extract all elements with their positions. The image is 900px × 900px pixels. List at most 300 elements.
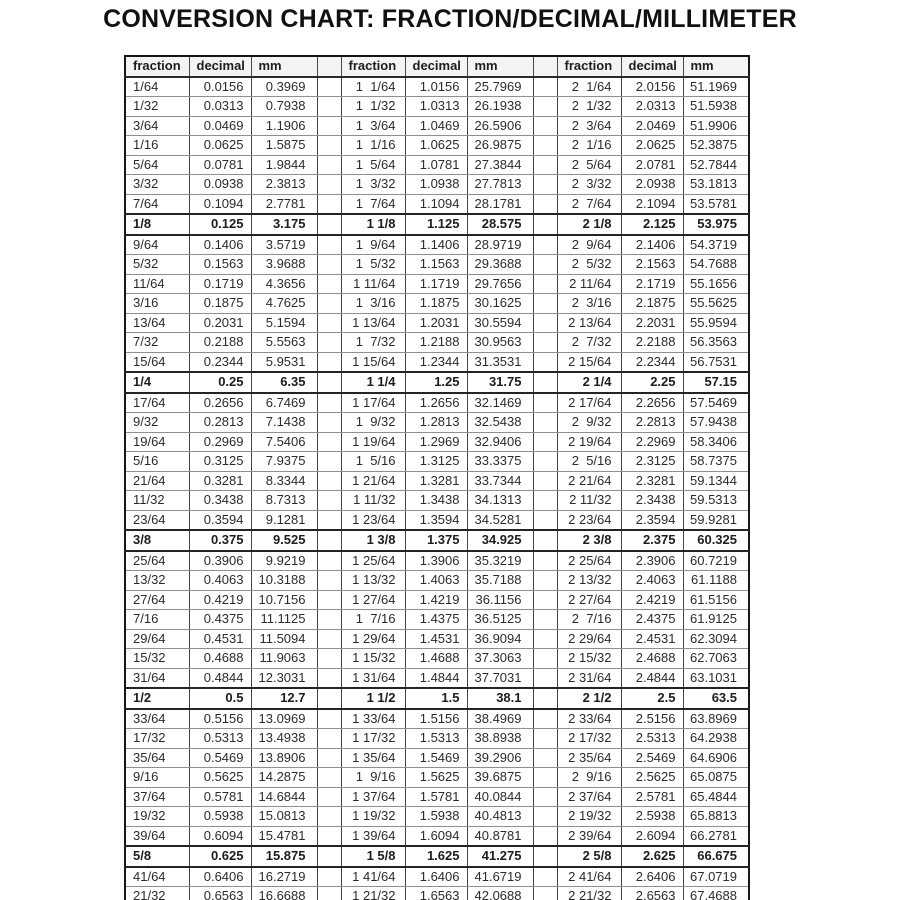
decimal-cell: 0.0469 [189, 116, 251, 136]
fraction-cell: 39/64 [125, 826, 189, 846]
col-header-mm: mm [467, 56, 533, 77]
decimal-cell: 1.1094 [405, 194, 467, 214]
mm-cell: 61.9125 [683, 610, 749, 630]
table-row [125, 768, 749, 788]
spacer-cell [317, 175, 341, 195]
mm-cell: 63.1031 [683, 668, 749, 688]
fraction-cell: 1 41/64 [341, 867, 405, 887]
decimal-cell: 2.0156 [621, 77, 683, 97]
fraction-cell: 3/32 [125, 175, 189, 195]
fraction-cell: 35/64 [125, 748, 189, 768]
fraction-cell: 2 3/32 [557, 175, 621, 195]
mm-cell: 40.4813 [467, 807, 533, 827]
fraction-cell: 15/32 [125, 649, 189, 669]
decimal-cell: 2.4063 [621, 571, 683, 591]
spacer-cell [533, 729, 557, 749]
decimal-cell: 1.4219 [405, 590, 467, 610]
table-row [125, 116, 749, 136]
spacer-cell [533, 846, 557, 867]
mm-cell: 58.7375 [683, 452, 749, 472]
decimal-cell: 0.2188 [189, 333, 251, 353]
decimal-cell: 2.3906 [621, 551, 683, 571]
mm-cell: 58.3406 [683, 432, 749, 452]
fraction-cell: 1 13/64 [341, 313, 405, 333]
spacer-cell [317, 432, 341, 452]
decimal-cell: 1.4375 [405, 610, 467, 630]
decimal-cell: 0.0625 [189, 136, 251, 156]
fraction-cell: 1 25/64 [341, 551, 405, 571]
fraction-cell: 2 15/32 [557, 649, 621, 669]
decimal-cell: 1.2188 [405, 333, 467, 353]
table-row [125, 432, 749, 452]
fraction-cell: 1 5/16 [341, 452, 405, 472]
mm-cell: 7.5406 [251, 432, 317, 452]
fraction-cell: 1 19/32 [341, 807, 405, 827]
spacer-cell [533, 510, 557, 530]
fraction-cell: 27/64 [125, 590, 189, 610]
decimal-cell: 0.625 [189, 846, 251, 867]
table-row-eighth [125, 214, 749, 235]
fraction-cell: 1 9/16 [341, 768, 405, 788]
spacer-cell [317, 235, 341, 255]
mm-cell: 53.5781 [683, 194, 749, 214]
table-row [125, 571, 749, 591]
mm-cell: 2.7781 [251, 194, 317, 214]
fraction-cell: 2 5/8 [557, 846, 621, 867]
mm-cell: 38.8938 [467, 729, 533, 749]
table-row [125, 155, 749, 175]
spacer-cell [317, 372, 341, 393]
mm-cell: 35.7188 [467, 571, 533, 591]
decimal-cell: 1.5625 [405, 768, 467, 788]
mm-cell: 32.5438 [467, 413, 533, 433]
fraction-cell: 1 17/64 [341, 393, 405, 413]
col-header-decimal: decimal [621, 56, 683, 77]
fraction-cell: 1/16 [125, 136, 189, 156]
mm-cell: 13.8906 [251, 748, 317, 768]
fraction-cell: 1 9/32 [341, 413, 405, 433]
table-row [125, 175, 749, 195]
table-row [125, 393, 749, 413]
spacer-cell [533, 235, 557, 255]
mm-cell: 13.0969 [251, 709, 317, 729]
mm-cell: 60.325 [683, 530, 749, 551]
fraction-cell: 2 5/16 [557, 452, 621, 472]
spacer-cell [317, 571, 341, 591]
fraction-cell: 2 19/32 [557, 807, 621, 827]
decimal-cell: 1.2813 [405, 413, 467, 433]
table-row [125, 510, 749, 530]
spacer-cell [317, 610, 341, 630]
decimal-cell: 2.4219 [621, 590, 683, 610]
fraction-cell: 3/64 [125, 116, 189, 136]
mm-cell: 52.7844 [683, 155, 749, 175]
mm-cell: 33.7344 [467, 471, 533, 491]
mm-cell: 3.9688 [251, 255, 317, 275]
fraction-cell: 1 23/64 [341, 510, 405, 530]
fraction-cell: 1 1/16 [341, 136, 405, 156]
spacer-cell [317, 333, 341, 353]
fraction-cell: 2 1/2 [557, 688, 621, 709]
mm-cell: 1.1906 [251, 116, 317, 136]
spacer-cell [533, 590, 557, 610]
spacer-cell [317, 255, 341, 275]
mm-cell: 25.7969 [467, 77, 533, 97]
spacer-cell [317, 787, 341, 807]
mm-cell: 59.1344 [683, 471, 749, 491]
mm-cell: 15.875 [251, 846, 317, 867]
spacer-cell [317, 116, 341, 136]
mm-cell: 36.5125 [467, 610, 533, 630]
mm-cell: 41.6719 [467, 867, 533, 887]
mm-cell: 16.6688 [251, 887, 317, 900]
mm-cell: 3.5719 [251, 235, 317, 255]
table-row [125, 313, 749, 333]
spacer-cell [317, 846, 341, 867]
mm-cell: 54.7688 [683, 255, 749, 275]
spacer-cell [533, 194, 557, 214]
table-row [125, 235, 749, 255]
table-row [125, 551, 749, 571]
table-row [125, 136, 749, 156]
decimal-cell: 0.4531 [189, 629, 251, 649]
spacer-cell [317, 77, 341, 97]
fraction-cell: 2 11/64 [557, 274, 621, 294]
mm-cell: 9.9219 [251, 551, 317, 571]
fraction-cell: 1 11/64 [341, 274, 405, 294]
spacer-cell [317, 155, 341, 175]
spacer-cell [317, 887, 341, 900]
decimal-cell: 1.5938 [405, 807, 467, 827]
table-row [125, 729, 749, 749]
mm-cell: 61.1188 [683, 571, 749, 591]
mm-cell: 0.7938 [251, 97, 317, 117]
spacer-cell [533, 807, 557, 827]
mm-cell: 26.1938 [467, 97, 533, 117]
mm-cell: 10.7156 [251, 590, 317, 610]
decimal-cell: 0.3125 [189, 452, 251, 472]
mm-cell: 37.3063 [467, 649, 533, 669]
decimal-cell: 1.2031 [405, 313, 467, 333]
mm-cell: 41.275 [467, 846, 533, 867]
decimal-cell: 0.3281 [189, 471, 251, 491]
spacer-cell [317, 530, 341, 551]
spacer-cell [317, 688, 341, 709]
fraction-cell: 2 3/64 [557, 116, 621, 136]
table-row [125, 333, 749, 353]
col-header-mm: mm [251, 56, 317, 77]
header-row [125, 56, 749, 77]
spacer-cell [533, 649, 557, 669]
spacer-cell [533, 688, 557, 709]
spacer-cell [317, 274, 341, 294]
spacer-cell [533, 491, 557, 511]
table-row [125, 649, 749, 669]
mm-cell: 5.5563 [251, 333, 317, 353]
decimal-cell: 1.6094 [405, 826, 467, 846]
decimal-cell: 0.2344 [189, 352, 251, 372]
spacer-cell [533, 748, 557, 768]
decimal-cell: 1.375 [405, 530, 467, 551]
fraction-cell: 1 5/64 [341, 155, 405, 175]
decimal-cell: 0.2969 [189, 432, 251, 452]
spacer-cell [533, 255, 557, 275]
decimal-cell: 0.0313 [189, 97, 251, 117]
spacer-cell [317, 867, 341, 887]
mm-cell: 4.3656 [251, 274, 317, 294]
decimal-cell: 0.125 [189, 214, 251, 235]
decimal-cell: 1.3594 [405, 510, 467, 530]
decimal-cell: 2.0313 [621, 97, 683, 117]
fraction-cell: 1 3/16 [341, 294, 405, 314]
decimal-cell: 1.3281 [405, 471, 467, 491]
fraction-cell: 2 17/64 [557, 393, 621, 413]
decimal-cell: 2.2969 [621, 432, 683, 452]
mm-cell: 62.3094 [683, 629, 749, 649]
decimal-cell: 1.125 [405, 214, 467, 235]
mm-cell: 51.1969 [683, 77, 749, 97]
decimal-cell: 0.3438 [189, 491, 251, 511]
table-row-eighth [125, 846, 749, 867]
spacer-cell [317, 393, 341, 413]
decimal-cell: 2.0469 [621, 116, 683, 136]
mm-cell: 39.2906 [467, 748, 533, 768]
table-row [125, 748, 749, 768]
mm-cell: 26.9875 [467, 136, 533, 156]
decimal-cell: 2.2813 [621, 413, 683, 433]
fraction-cell: 11/32 [125, 491, 189, 511]
spacer-cell [317, 136, 341, 156]
mm-cell: 5.1594 [251, 313, 317, 333]
spacer-cell [317, 194, 341, 214]
decimal-cell: 0.2656 [189, 393, 251, 413]
spacer-cell [533, 826, 557, 846]
decimal-cell: 1.0781 [405, 155, 467, 175]
decimal-cell: 0.5313 [189, 729, 251, 749]
spacer-cell [317, 452, 341, 472]
mm-cell: 63.8969 [683, 709, 749, 729]
spacer-cell [317, 768, 341, 788]
spacer-cell [533, 116, 557, 136]
fraction-cell: 2 33/64 [557, 709, 621, 729]
spacer-cell [317, 729, 341, 749]
decimal-cell: 2.4531 [621, 629, 683, 649]
fraction-cell: 1 1/8 [341, 214, 405, 235]
spacer-cell [317, 56, 341, 77]
spacer-cell [533, 452, 557, 472]
spacer-cell [317, 649, 341, 669]
decimal-cell: 2.5313 [621, 729, 683, 749]
fraction-cell: 1/64 [125, 77, 189, 97]
fraction-cell: 1 1/4 [341, 372, 405, 393]
decimal-cell: 1.4844 [405, 668, 467, 688]
decimal-cell: 1.1563 [405, 255, 467, 275]
mm-cell: 29.3688 [467, 255, 533, 275]
col-header-fraction: fraction [341, 56, 405, 77]
decimal-cell: 2.1875 [621, 294, 683, 314]
table-row [125, 352, 749, 372]
mm-cell: 1.5875 [251, 136, 317, 156]
fraction-cell: 2 25/64 [557, 551, 621, 571]
mm-cell: 37.7031 [467, 668, 533, 688]
decimal-cell: 2.25 [621, 372, 683, 393]
fraction-cell: 17/64 [125, 393, 189, 413]
decimal-cell: 0.1875 [189, 294, 251, 314]
spacer-cell [317, 807, 341, 827]
decimal-cell: 0.5156 [189, 709, 251, 729]
mm-cell: 57.5469 [683, 393, 749, 413]
decimal-cell: 1.0625 [405, 136, 467, 156]
spacer-cell [317, 294, 341, 314]
spacer-cell [317, 214, 341, 235]
fraction-cell: 1/2 [125, 688, 189, 709]
spacer-cell [317, 709, 341, 729]
decimal-cell: 1.1719 [405, 274, 467, 294]
fraction-cell: 1 21/32 [341, 887, 405, 900]
table-row [125, 668, 749, 688]
fraction-cell: 41/64 [125, 867, 189, 887]
decimal-cell: 0.5938 [189, 807, 251, 827]
spacer-cell [533, 787, 557, 807]
decimal-cell: 0.0156 [189, 77, 251, 97]
mm-cell: 30.9563 [467, 333, 533, 353]
mm-cell: 14.2875 [251, 768, 317, 788]
decimal-cell: 0.0781 [189, 155, 251, 175]
spacer-cell [533, 97, 557, 117]
fraction-cell: 2 5/64 [557, 155, 621, 175]
fraction-cell: 1 29/64 [341, 629, 405, 649]
fraction-cell: 1 31/64 [341, 668, 405, 688]
spacer-cell [533, 551, 557, 571]
fraction-cell: 1 1/32 [341, 97, 405, 117]
spacer-cell [533, 768, 557, 788]
spacer-cell [317, 413, 341, 433]
spacer-cell [533, 294, 557, 314]
mm-cell: 64.2938 [683, 729, 749, 749]
fraction-cell: 7/16 [125, 610, 189, 630]
decimal-cell: 1.2656 [405, 393, 467, 413]
decimal-cell: 0.6406 [189, 867, 251, 887]
fraction-cell: 2 41/64 [557, 867, 621, 887]
mm-cell: 53.975 [683, 214, 749, 235]
mm-cell: 30.1625 [467, 294, 533, 314]
mm-cell: 15.0813 [251, 807, 317, 827]
fraction-cell: 1/8 [125, 214, 189, 235]
decimal-cell: 1.5469 [405, 748, 467, 768]
decimal-cell: 1.625 [405, 846, 467, 867]
fraction-cell: 2 13/32 [557, 571, 621, 591]
fraction-cell: 1 33/64 [341, 709, 405, 729]
fraction-cell: 1 7/32 [341, 333, 405, 353]
decimal-cell: 0.3594 [189, 510, 251, 530]
spacer-cell [533, 530, 557, 551]
mm-cell: 1.9844 [251, 155, 317, 175]
table-row [125, 97, 749, 117]
fraction-cell: 2 37/64 [557, 787, 621, 807]
table-row [125, 709, 749, 729]
fraction-cell: 5/8 [125, 846, 189, 867]
mm-cell: 11.1125 [251, 610, 317, 630]
fraction-cell: 1/4 [125, 372, 189, 393]
spacer-cell [533, 887, 557, 900]
fraction-cell: 2 17/32 [557, 729, 621, 749]
decimal-cell: 2.2188 [621, 333, 683, 353]
table-row [125, 887, 749, 900]
mm-cell: 65.4844 [683, 787, 749, 807]
decimal-cell: 2.4375 [621, 610, 683, 630]
decimal-cell: 2.5938 [621, 807, 683, 827]
fraction-cell: 1 15/32 [341, 649, 405, 669]
fraction-cell: 1/32 [125, 97, 189, 117]
col-header-fraction: fraction [557, 56, 621, 77]
col-header-mm: mm [683, 56, 749, 77]
decimal-cell: 2.2031 [621, 313, 683, 333]
mm-cell: 67.4688 [683, 887, 749, 900]
mm-cell: 11.9063 [251, 649, 317, 669]
decimal-cell: 0.5625 [189, 768, 251, 788]
mm-cell: 38.4969 [467, 709, 533, 729]
mm-cell: 38.1 [467, 688, 533, 709]
mm-cell: 27.7813 [467, 175, 533, 195]
decimal-cell: 1.0938 [405, 175, 467, 195]
decimal-cell: 1.2344 [405, 352, 467, 372]
col-header-fraction: fraction [125, 56, 189, 77]
decimal-cell: 2.5781 [621, 787, 683, 807]
decimal-cell: 0.4688 [189, 649, 251, 669]
spacer-cell [533, 372, 557, 393]
decimal-cell: 2.0625 [621, 136, 683, 156]
spacer-cell [533, 175, 557, 195]
decimal-cell: 1.3438 [405, 491, 467, 511]
fraction-cell: 2 1/16 [557, 136, 621, 156]
mm-cell: 31.75 [467, 372, 533, 393]
mm-cell: 10.3188 [251, 571, 317, 591]
mm-cell: 62.7063 [683, 649, 749, 669]
mm-cell: 39.6875 [467, 768, 533, 788]
spacer-cell [533, 56, 557, 77]
decimal-cell: 1.5313 [405, 729, 467, 749]
fraction-cell: 19/64 [125, 432, 189, 452]
mm-cell: 28.575 [467, 214, 533, 235]
fraction-cell: 1 1/2 [341, 688, 405, 709]
fraction-cell: 2 21/64 [557, 471, 621, 491]
fraction-cell: 19/32 [125, 807, 189, 827]
fraction-cell: 2 5/32 [557, 255, 621, 275]
fraction-cell: 2 19/64 [557, 432, 621, 452]
table-row-eighth [125, 688, 749, 709]
fraction-cell: 1 3/32 [341, 175, 405, 195]
mm-cell: 28.9719 [467, 235, 533, 255]
mm-cell: 30.5594 [467, 313, 533, 333]
fraction-cell: 2 23/64 [557, 510, 621, 530]
fraction-cell: 5/64 [125, 155, 189, 175]
spacer-cell [317, 313, 341, 333]
spacer-cell [533, 867, 557, 887]
fraction-cell: 2 31/64 [557, 668, 621, 688]
fraction-cell: 33/64 [125, 709, 189, 729]
table-row [125, 77, 749, 97]
table-row-eighth [125, 372, 749, 393]
fraction-cell: 1 13/32 [341, 571, 405, 591]
decimal-cell: 0.375 [189, 530, 251, 551]
fraction-cell: 21/32 [125, 887, 189, 900]
mm-cell: 60.7219 [683, 551, 749, 571]
spacer-cell [533, 136, 557, 156]
decimal-cell: 2.3438 [621, 491, 683, 511]
fraction-cell: 1 5/32 [341, 255, 405, 275]
decimal-cell: 2.2656 [621, 393, 683, 413]
fraction-cell: 3/8 [125, 530, 189, 551]
